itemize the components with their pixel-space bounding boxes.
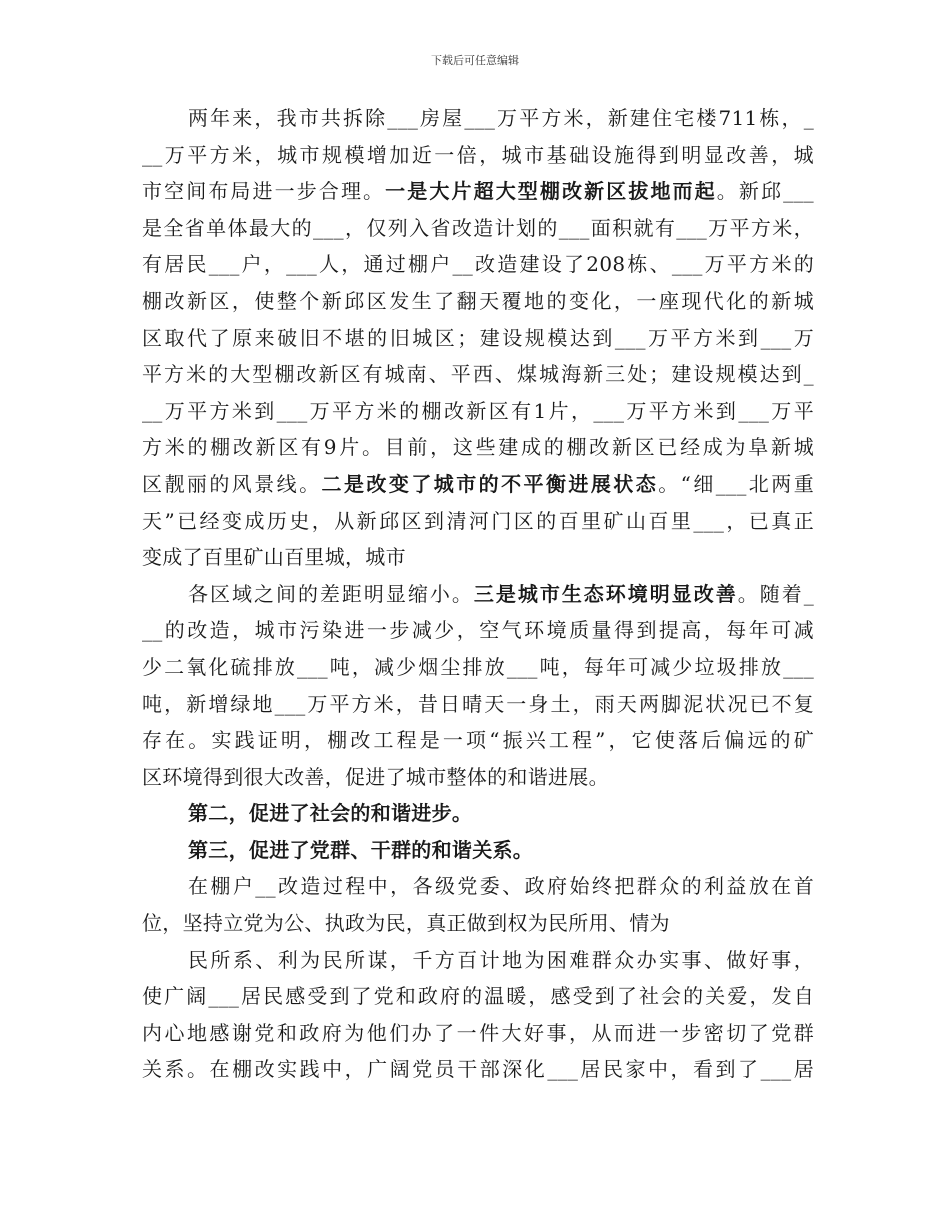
body-text: 内心地感谢党和政府为他们办了一件大好事，从而进一步密切了党群 (142, 1020, 814, 1045)
text-line (142, 429, 814, 466)
text-line (142, 686, 814, 723)
body-text: 使广阔___居民感受到了党和政府的温暖，感受到了社会的关爱，发自 (142, 984, 814, 1009)
body-text: 变成了百里矿山百里城，城市 (142, 545, 406, 570)
body-text: 方米的棚改新区有9片。目前，这些建成的棚改新区已经成为阜新城 (142, 435, 814, 460)
body-text: 存在。实践证明，棚改工程是一项“振兴工程”，它使落后偏远的矿 (142, 728, 814, 753)
body-text: 棚改新区，使整个新邱区发生了翻天覆地的变化，一座现代化的新城 (142, 288, 814, 313)
text-line (142, 393, 814, 430)
bold-heading-text: 三是城市生态环境明显改善 (473, 581, 738, 606)
body-text: 是全省单体最大的___，仅列入省改造计划的___面积就有___万平方米， (142, 215, 814, 240)
text-line (142, 1015, 814, 1052)
text-line (142, 722, 814, 759)
body-text: 吨，新增绿地___万平方米，昔日晴天一身土，雨天两脚泥状况已不复 (142, 691, 814, 716)
body-text: __的改造，城市污染进一步减少，空气环境质量得到提高，每年可减 (142, 618, 814, 643)
text-line (142, 942, 814, 979)
body-text: __万平方米到___万平方米的棚改新区有1片，___万平方米到___万平 (142, 398, 814, 423)
text-line (142, 832, 814, 869)
body-text: 。“细___北两重 (658, 471, 814, 496)
text-line (142, 466, 814, 503)
body-text: 。随着_ (737, 581, 814, 606)
text-line (142, 649, 814, 686)
body-text: 有居民___户，___人，通过棚户__改造建设了208栋、___万平方米的 (142, 252, 814, 277)
text-line (142, 759, 814, 796)
body-text: 区取代了原来破旧不堪的旧城区；建设规模达到___万平方米到___万 (142, 325, 814, 350)
body-text: 在棚户__改造过程中，各级党委、政府始终把群众的利益放在首 (188, 874, 814, 899)
text-line (142, 795, 814, 832)
text-line (142, 246, 814, 283)
text-line (142, 283, 814, 320)
text-line (142, 210, 814, 247)
body-text: 位，坚持立党为公、执政为民，真正做到权为民所用、情为 (142, 911, 670, 936)
body-text: 民所系、利为民所谋，千方百计地为困难群众办实事、做好事， (188, 947, 814, 972)
body-text: 区环境得到很大改善，促进了城市整体的和谐进展。 (142, 764, 609, 789)
text-line (142, 503, 814, 540)
body-text: __万平方米，城市规模增加近一倍，城市基础设施得到明显改善，城 (142, 142, 814, 167)
body-text: 各区域之间的差距明显缩小。 (188, 581, 474, 606)
body-text: 区靓丽的风景线。 (142, 471, 322, 496)
bold-heading-text: 第三，促进了党群、干群的和谐关系。 (188, 837, 534, 862)
text-line (142, 539, 814, 576)
document-body (142, 100, 814, 1088)
text-line (142, 100, 814, 137)
text-line (142, 978, 814, 1015)
body-text: 两年来，我市共拆除___房屋___万平方米，新建住宅楼711栋，_ (188, 106, 814, 130)
text-line (142, 612, 814, 649)
text-line (142, 868, 814, 905)
text-line (142, 320, 814, 357)
body-text: 天”已经变成历史，从新邱区到清河门区的百里矿山百里___，已真正 (142, 508, 814, 533)
body-text: 。新邱___ (716, 179, 814, 204)
bold-heading-text: 第二，促进了社会的和谐进步。 (188, 801, 473, 826)
text-line (142, 173, 814, 210)
text-line (142, 576, 814, 613)
body-text: 关系。在棚改实践中，广阔党员干部深化___居民家中，看到了___居 (142, 1057, 814, 1082)
bold-heading-text: 一是大片超大型棚改新区拔地而起 (385, 179, 717, 204)
text-line (142, 137, 814, 174)
page-header: 下载后可任意编辑 (431, 54, 519, 67)
text-line (142, 356, 814, 393)
text-line (142, 1051, 814, 1088)
text-line (142, 905, 814, 942)
bold-heading-text: 二是改变了城市的不平衡进展状态 (321, 471, 659, 496)
body-text: 少二氧化硫排放___吨，减少烟尘排放___吨，每年可减少垃圾排放___ (142, 654, 814, 679)
body-text: 平方米的大型棚改新区有城南、平西、煤城海新三处；建设规模达到_ (142, 362, 814, 387)
body-text: 市空间布局进一步合理。 (142, 179, 386, 204)
